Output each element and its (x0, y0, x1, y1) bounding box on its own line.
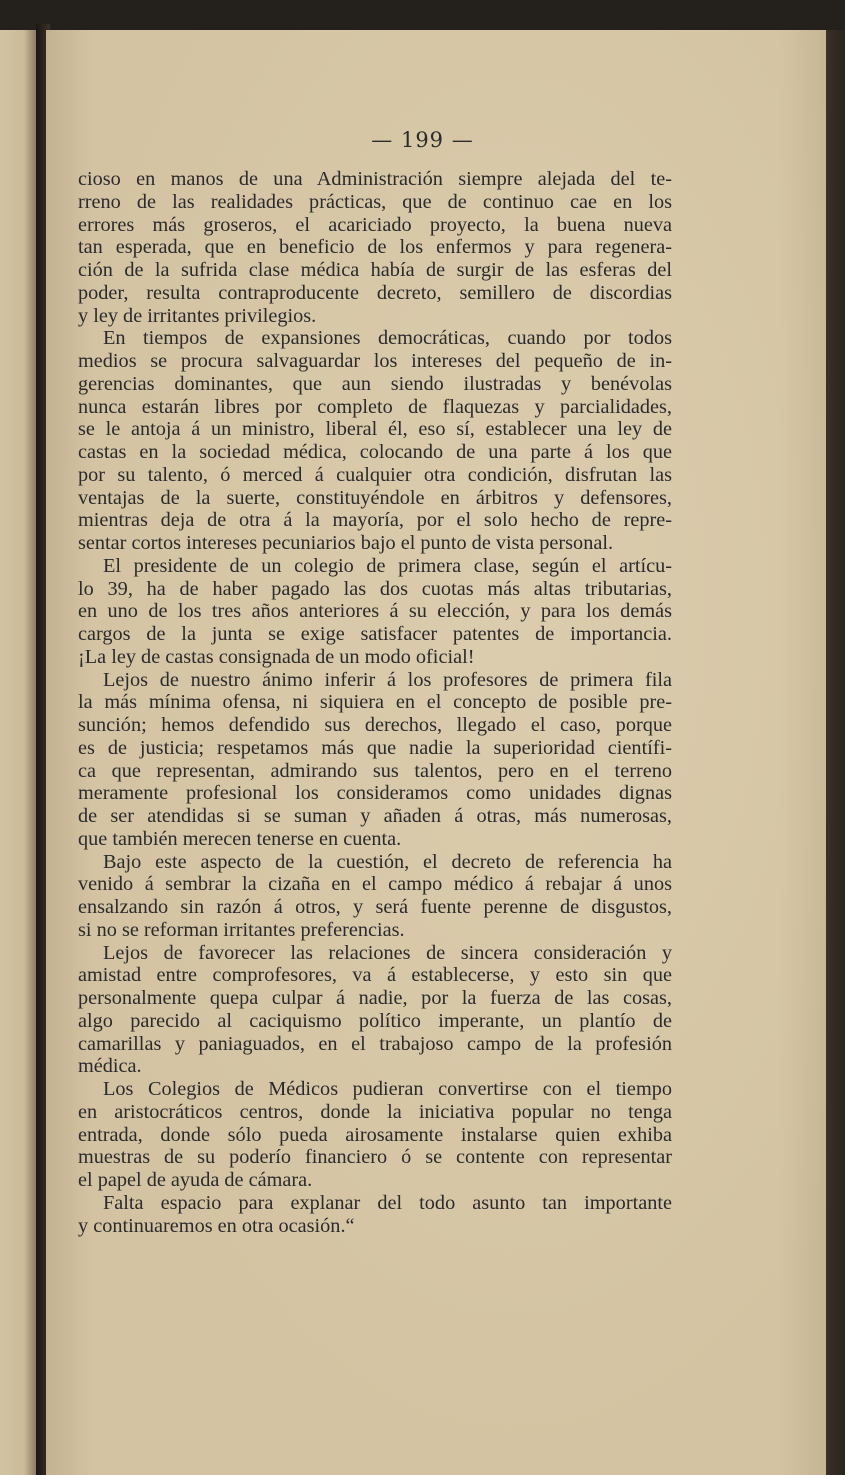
text-line: en uno de los tres años anteriores á su elección, y para los demás (78, 600, 672, 623)
text-line: se le antoja á un ministro, liberal él, eso sí, establecer una ley de (78, 418, 672, 441)
text-line: sentar cortos intereses pecuniarios bajo el punto de vista personal. (78, 532, 614, 554)
text-line: gerencias dominantes, que aun siendo ilustradas y benévolas (78, 372, 672, 395)
text-line: de ser atendidas si se suman y añaden á otras, más numerosas, (78, 805, 672, 827)
paragraph (78, 1192, 672, 1238)
text-line: la más mínima ofensa, ni siquiera en el concepto de posible pre- (78, 691, 672, 714)
text-line: sunción; hemos defendido sus derechos, llegado el caso, porque (78, 714, 672, 736)
text-line: meramente profesional los consideramos como unidades dignas (78, 782, 672, 805)
text-line: ensalzando sin razón á otros, y será fuente perenne de disgustos, (78, 896, 672, 918)
text-line: cioso en manos de una Administración siempre alejada del te- (78, 168, 672, 190)
text-line: En tiempos de expansiones democráticas, cuando por todos (103, 327, 672, 350)
text-line: personalmente quepa culpar á nadie, por la fuerza de las cosas, (78, 987, 672, 1009)
text-line: ¡La ley de castas consignada de un modo oficial! (78, 645, 475, 668)
text-line: camarillas y paniaguados, en el trabajoso campo de la profesión (78, 1032, 672, 1055)
text-line: por su talento, ó merced á cualquier otra condición, disfrutan las (78, 463, 672, 486)
text-line: amistad entre comprofesores, va á establecerse, y esto sin que (78, 964, 672, 987)
text-line: médica. (78, 1055, 142, 1078)
paragraph (78, 555, 672, 669)
text-line: poder, resulta contraproducente decreto, semillero de discordias (78, 281, 672, 304)
text-line: castas en la sociedad médica, colocando de una parte á los que (78, 441, 672, 463)
text-line: mientras deja de otra á la mayoría, por el solo hecho de repre- (78, 509, 672, 532)
text-line: lo 39, ha de haber pagado las dos cuotas más altas tributarias, (78, 577, 672, 600)
text-line: en aristocráticos centros, donde la iniciativa popular no tenga (78, 1100, 672, 1123)
text-line: medios se procura salvaguardar los intereses del pequeño de in- (78, 350, 672, 372)
text-line: venido á sembrar la cizaña en el campo médico á rebajar á unos (78, 873, 672, 896)
text-line: El presidente de un colegio de primera clase, según el artícu- (103, 554, 672, 577)
text-line: muestras de su poderío financiero ó se contente con representar (78, 1146, 672, 1169)
text-line: Lejos de nuestro ánimo inferir á los profesores de primera fila (103, 668, 672, 691)
text-line: Bajo este aspecto de la cuestión, el decreto de referencia ha (103, 850, 672, 873)
text-line: errores más groseros, el acariciado proyecto, la buena nueva (78, 213, 672, 236)
paragraph (78, 851, 672, 942)
previous-page-edge (0, 30, 40, 1475)
text-line: si no se reforman irritantes preferencias. (78, 918, 405, 941)
text-line: tan esperada, que en beneficio de los enfermos y para regenera- (78, 236, 672, 259)
text-line: ventajas de la suerte, constituyéndole en árbitros y defensores, (78, 486, 672, 509)
text-line: y continuaremos en otra ocasión.“ (78, 1214, 355, 1237)
paragraph (78, 168, 672, 327)
text-line: y ley de irritantes privilegios. (78, 304, 317, 327)
text-line: algo parecido al caciquismo político imperante, un plantío de (78, 1009, 672, 1032)
text-line: ca que representan, admirando sus talentos, pero en el terreno (78, 759, 672, 782)
text-line: Falta espacio para explanar del todo asunto tan importante (103, 1191, 672, 1214)
text-line: nunca estarán libres por completo de flaquezas y parcialidades, (78, 395, 672, 418)
body-text (78, 168, 672, 1237)
paragraph (78, 1078, 672, 1192)
text-line: entrada, donde sólo pueda airosamente instalarse quien exhiba (78, 1123, 672, 1146)
paragraph (78, 669, 672, 851)
text-line: Lejos de favorecer las relaciones de sincera consideración y (103, 941, 672, 964)
paragraph (78, 327, 672, 555)
text-line: rreno de las realidades prácticas, que de continuo cae en los (78, 190, 672, 213)
text-line: que también merecen tenerse en cuenta. (78, 827, 402, 850)
paragraph (78, 942, 672, 1079)
page-number: — 199 — (371, 128, 474, 152)
text-line: es de justicia; respetamos más que nadie la superioridad científi- (78, 736, 672, 759)
text-line: el papel de ayuda de cámara. (78, 1169, 313, 1191)
right-page-border (826, 30, 845, 1475)
text-line: cargos de la junta se exige satisfacer patentes de importancia. (78, 623, 672, 645)
text-line: ción de la sufrida clase médica había de surgir de las esferas del (78, 259, 672, 281)
text-line: Los Colegios de Médicos pudieran convertirse con el tiempo (103, 1078, 672, 1100)
